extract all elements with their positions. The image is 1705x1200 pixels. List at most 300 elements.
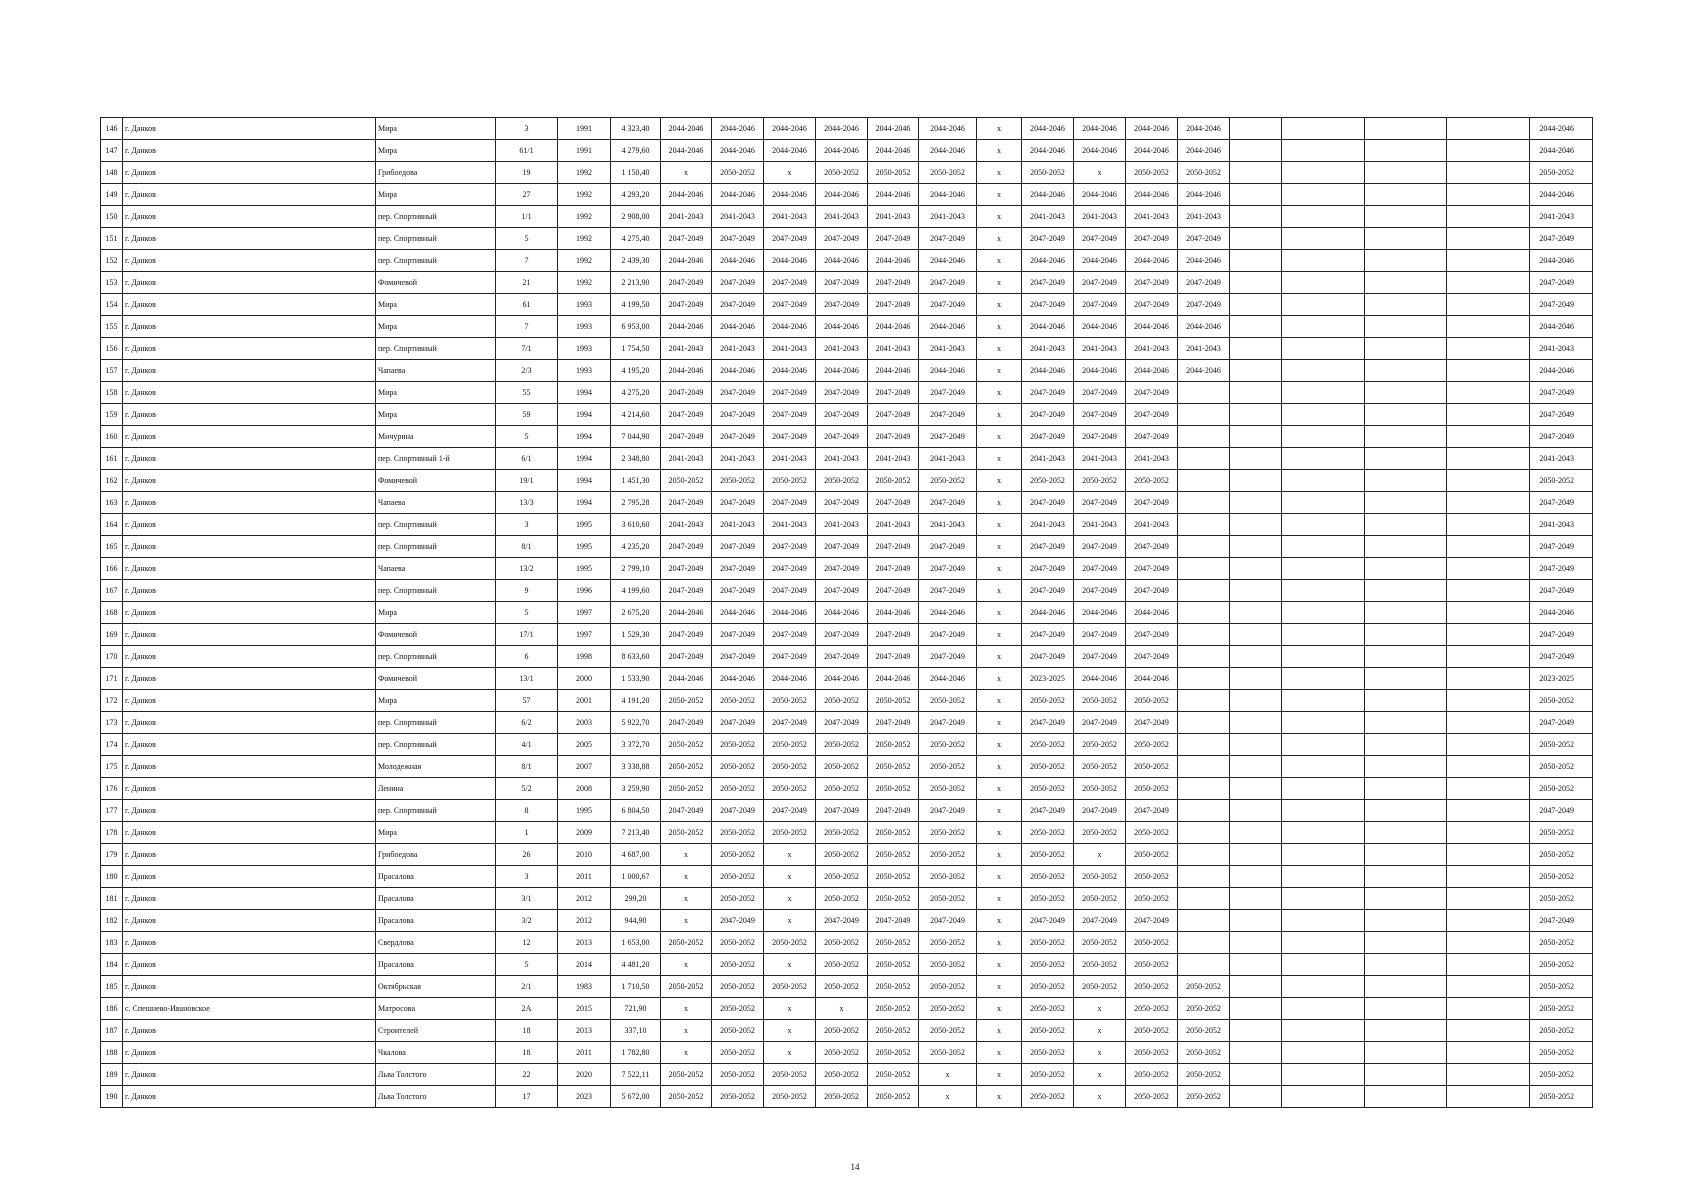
- repair-period-cell: [1178, 712, 1230, 734]
- repair-period-cell: 2041-2043: [764, 514, 816, 536]
- repair-period-cell: x: [977, 140, 1022, 162]
- area-cell: 4 195,20: [611, 360, 661, 382]
- repair-period-cell: 2047-2049: [1074, 294, 1126, 316]
- street-cell: Мира: [376, 316, 496, 338]
- repair-period-cell: 2050-2052: [1022, 844, 1074, 866]
- repair-period-cell: 2050-2052: [868, 998, 919, 1020]
- repair-period-cell: 2047-2049: [919, 536, 977, 558]
- locality-cell: г. Данков: [123, 1086, 376, 1108]
- repair-period-cell: [1282, 646, 1365, 668]
- year-cell: 1995: [558, 536, 611, 558]
- repair-period-cell: [1282, 888, 1365, 910]
- street-cell: Фомичевой: [376, 272, 496, 294]
- repair-period-cell: 2050-2052: [712, 1064, 764, 1086]
- repair-period-cell: [1447, 976, 1530, 998]
- repair-period-cell: x: [977, 272, 1022, 294]
- repair-period-cell: 2041-2043: [1022, 514, 1074, 536]
- repair-period-cell: x: [977, 536, 1022, 558]
- repair-period-cell: [1447, 844, 1530, 866]
- repair-period-cell: 2050-2052: [712, 1086, 764, 1108]
- year-cell: 2023: [558, 1086, 611, 1108]
- street-cell: Ленина: [376, 778, 496, 800]
- repair-period-cell: [1282, 1020, 1365, 1042]
- repair-period-cell: [1447, 536, 1530, 558]
- repair-period-cell: [1447, 998, 1530, 1020]
- repair-period-cell: [1447, 646, 1530, 668]
- repair-period-cell: 2041-2043: [712, 338, 764, 360]
- house-number-cell: 9: [496, 580, 558, 602]
- final-period-cell: 2050-2052: [1530, 1064, 1593, 1086]
- locality-cell: г. Данков: [123, 184, 376, 206]
- final-period-cell: 2047-2049: [1530, 272, 1593, 294]
- repair-period-cell: 2047-2049: [1126, 426, 1178, 448]
- repair-period-cell: [1365, 294, 1447, 316]
- table-row: [101, 448, 1593, 470]
- repair-period-cell: 2047-2049: [764, 624, 816, 646]
- repair-period-cell: x: [764, 1042, 816, 1064]
- final-period-cell: 2050-2052: [1530, 756, 1593, 778]
- repair-period-cell: 2047-2049: [868, 558, 919, 580]
- repair-period-cell: 2047-2049: [712, 426, 764, 448]
- area-cell: 5 672,00: [611, 1086, 661, 1108]
- repair-period-cell: 2044-2046: [712, 140, 764, 162]
- repair-period-cell: 2047-2049: [1126, 404, 1178, 426]
- house-number-cell: 61/1: [496, 140, 558, 162]
- repair-period-cell: [1230, 514, 1282, 536]
- table-row: [101, 580, 1593, 602]
- area-cell: 4 481,20: [611, 954, 661, 976]
- repair-period-cell: 2047-2049: [764, 536, 816, 558]
- repair-period-cell: [1230, 1064, 1282, 1086]
- repair-period-cell: 2050-2052: [1126, 844, 1178, 866]
- area-cell: 3 259,90: [611, 778, 661, 800]
- area-cell: 1 150,40: [611, 162, 661, 184]
- repair-period-cell: 2044-2046: [919, 250, 977, 272]
- repair-period-cell: 2050-2052: [1022, 470, 1074, 492]
- final-period-cell: 2050-2052: [1530, 1042, 1593, 1064]
- street-cell: Мира: [376, 404, 496, 426]
- repair-period-cell: 2041-2043: [816, 206, 868, 228]
- repair-period-cell: 2050-2052: [919, 866, 977, 888]
- repair-period-cell: [1230, 492, 1282, 514]
- repair-period-cell: [1230, 954, 1282, 976]
- repair-period-cell: 2041-2043: [919, 206, 977, 228]
- repair-period-cell: 2047-2049: [764, 712, 816, 734]
- repair-period-cell: 2050-2052: [712, 470, 764, 492]
- repair-period-cell: 2050-2052: [816, 1086, 868, 1108]
- street-cell: Прасалова: [376, 866, 496, 888]
- repair-period-cell: [1230, 866, 1282, 888]
- final-period-cell: 2023-2025: [1530, 668, 1593, 690]
- house-number-cell: 7/1: [496, 338, 558, 360]
- final-period-cell: 2047-2049: [1530, 624, 1593, 646]
- repair-period-cell: 2044-2046: [661, 360, 712, 382]
- repair-period-cell: 2044-2046: [1126, 360, 1178, 382]
- repair-period-cell: 2044-2046: [764, 140, 816, 162]
- repair-period-cell: 2050-2052: [868, 888, 919, 910]
- row-number-cell: 182: [101, 910, 123, 932]
- house-number-cell: 17: [496, 1086, 558, 1108]
- repair-period-cell: [1365, 558, 1447, 580]
- repair-period-cell: [1365, 338, 1447, 360]
- repair-period-cell: 2050-2052: [1022, 888, 1074, 910]
- repair-period-cell: 2047-2049: [868, 272, 919, 294]
- repair-period-cell: [1447, 580, 1530, 602]
- repair-period-cell: 2050-2052: [764, 778, 816, 800]
- table-row: [101, 800, 1593, 822]
- repair-period-cell: 2047-2049: [1074, 580, 1126, 602]
- repair-period-cell: 2050-2052: [1022, 954, 1074, 976]
- house-number-cell: 21: [496, 272, 558, 294]
- repair-period-cell: 2050-2052: [868, 1064, 919, 1086]
- house-number-cell: 55: [496, 382, 558, 404]
- repair-period-cell: 2050-2052: [816, 866, 868, 888]
- repair-period-cell: 2047-2049: [1074, 646, 1126, 668]
- repair-period-cell: 2047-2049: [1178, 228, 1230, 250]
- street-cell: Прасалова: [376, 888, 496, 910]
- repair-period-cell: x: [764, 888, 816, 910]
- repair-period-cell: [1447, 888, 1530, 910]
- repair-period-cell: 2050-2052: [712, 844, 764, 866]
- repair-period-cell: x: [977, 910, 1022, 932]
- repair-period-cell: [1447, 162, 1530, 184]
- repair-period-cell: 2044-2046: [1074, 140, 1126, 162]
- year-cell: 2009: [558, 822, 611, 844]
- repair-period-cell: 2047-2049: [816, 646, 868, 668]
- area-cell: 3 338,88: [611, 756, 661, 778]
- house-number-cell: 4/1: [496, 734, 558, 756]
- repair-period-cell: 2044-2046: [712, 118, 764, 140]
- repair-period-cell: 2047-2049: [1074, 272, 1126, 294]
- house-number-cell: 2/3: [496, 360, 558, 382]
- repair-period-cell: [1230, 668, 1282, 690]
- repair-period-cell: 2050-2052: [868, 932, 919, 954]
- repair-period-cell: [1365, 580, 1447, 602]
- repair-period-cell: [1230, 932, 1282, 954]
- repair-period-cell: 2050-2052: [1022, 976, 1074, 998]
- house-number-cell: 1/1: [496, 206, 558, 228]
- row-number-cell: 148: [101, 162, 123, 184]
- table-row: [101, 426, 1593, 448]
- repair-period-cell: 2044-2046: [919, 140, 977, 162]
- house-number-cell: 8: [496, 800, 558, 822]
- row-number-cell: 157: [101, 360, 123, 382]
- repair-period-cell: 2044-2046: [1126, 250, 1178, 272]
- area-cell: 337,10: [611, 1020, 661, 1042]
- final-period-cell: 2047-2049: [1530, 800, 1593, 822]
- repair-period-cell: 2044-2046: [1178, 118, 1230, 140]
- house-number-cell: 18: [496, 1020, 558, 1042]
- year-cell: 1992: [558, 206, 611, 228]
- repair-period-cell: 2050-2052: [1126, 998, 1178, 1020]
- year-cell: 1994: [558, 448, 611, 470]
- repair-period-cell: x: [977, 976, 1022, 998]
- repair-period-cell: 2044-2046: [919, 668, 977, 690]
- repair-period-cell: 2047-2049: [1022, 910, 1074, 932]
- repair-period-cell: 2044-2046: [712, 602, 764, 624]
- house-number-cell: 1: [496, 822, 558, 844]
- repair-period-cell: [1230, 162, 1282, 184]
- area-cell: 4 275,40: [611, 228, 661, 250]
- house-number-cell: 13/3: [496, 492, 558, 514]
- repair-period-cell: 2047-2049: [712, 536, 764, 558]
- final-period-cell: 2044-2046: [1530, 360, 1593, 382]
- repair-period-cell: 2050-2052: [661, 756, 712, 778]
- repair-period-cell: [1178, 690, 1230, 712]
- final-period-cell: 2047-2049: [1530, 492, 1593, 514]
- row-number-cell: 170: [101, 646, 123, 668]
- repair-period-cell: 2047-2049: [1022, 712, 1074, 734]
- repair-period-cell: [1230, 250, 1282, 272]
- repair-period-cell: 2047-2049: [1126, 712, 1178, 734]
- area-cell: 5 922,70: [611, 712, 661, 734]
- repair-period-cell: 2044-2046: [919, 602, 977, 624]
- repair-period-cell: [1282, 184, 1365, 206]
- repair-period-cell: 2047-2049: [1022, 272, 1074, 294]
- area-cell: 4 214,60: [611, 404, 661, 426]
- year-cell: 1994: [558, 492, 611, 514]
- street-cell: Мичурина: [376, 426, 496, 448]
- repair-period-cell: x: [977, 118, 1022, 140]
- street-cell: пер. Спортивный: [376, 536, 496, 558]
- locality-cell: г. Данков: [123, 888, 376, 910]
- repair-period-cell: [1230, 360, 1282, 382]
- repair-period-cell: 2044-2046: [816, 316, 868, 338]
- repair-period-cell: 2047-2049: [868, 536, 919, 558]
- repair-period-cell: [1365, 118, 1447, 140]
- repair-period-cell: 2050-2052: [712, 998, 764, 1020]
- table-row: [101, 1020, 1593, 1042]
- row-number-cell: 162: [101, 470, 123, 492]
- repair-period-cell: 2044-2046: [1126, 118, 1178, 140]
- repair-period-cell: [1282, 514, 1365, 536]
- repair-period-cell: x: [977, 690, 1022, 712]
- repair-period-cell: 2050-2052: [816, 1042, 868, 1064]
- repair-period-cell: [1282, 580, 1365, 602]
- repair-period-cell: 2044-2046: [868, 602, 919, 624]
- repair-period-cell: 2050-2052: [868, 1020, 919, 1042]
- repair-period-cell: [1282, 426, 1365, 448]
- repair-period-cell: 2047-2049: [919, 382, 977, 404]
- repair-period-cell: 2041-2043: [1022, 448, 1074, 470]
- repair-period-cell: 2047-2049: [661, 646, 712, 668]
- final-period-cell: 2044-2046: [1530, 250, 1593, 272]
- repair-period-cell: 2047-2049: [816, 294, 868, 316]
- repair-period-cell: 2047-2049: [1074, 910, 1126, 932]
- repair-period-cell: 2047-2049: [712, 558, 764, 580]
- repair-period-cell: 2041-2043: [1126, 514, 1178, 536]
- repair-period-cell: 2050-2052: [764, 1086, 816, 1108]
- street-cell: Матросова: [376, 998, 496, 1020]
- year-cell: 2005: [558, 734, 611, 756]
- final-period-cell: 2044-2046: [1530, 140, 1593, 162]
- repair-period-cell: 2047-2049: [919, 492, 977, 514]
- repair-period-cell: [1282, 250, 1365, 272]
- area-cell: 1 710,50: [611, 976, 661, 998]
- repair-period-cell: 2050-2052: [816, 690, 868, 712]
- repair-period-cell: x: [977, 228, 1022, 250]
- repair-period-cell: 2047-2049: [1178, 272, 1230, 294]
- repair-period-cell: 2047-2049: [764, 646, 816, 668]
- repair-period-cell: [1230, 756, 1282, 778]
- repair-period-cell: x: [1074, 1042, 1126, 1064]
- repair-period-cell: x: [977, 712, 1022, 734]
- repair-period-cell: [1447, 140, 1530, 162]
- repair-period-cell: [1178, 756, 1230, 778]
- locality-cell: г. Данков: [123, 250, 376, 272]
- repair-period-cell: x: [661, 888, 712, 910]
- repair-period-cell: x: [764, 866, 816, 888]
- repair-period-cell: 2050-2052: [816, 976, 868, 998]
- repair-period-cell: [1365, 1086, 1447, 1108]
- repair-period-cell: 2050-2052: [1126, 162, 1178, 184]
- repair-period-cell: [1282, 294, 1365, 316]
- year-cell: 1992: [558, 272, 611, 294]
- locality-cell: г. Данков: [123, 712, 376, 734]
- repair-period-cell: 2047-2049: [868, 294, 919, 316]
- repair-period-cell: 2044-2046: [1126, 316, 1178, 338]
- repair-period-cell: x: [661, 866, 712, 888]
- repair-period-cell: 2047-2049: [868, 624, 919, 646]
- locality-cell: г. Данков: [123, 932, 376, 954]
- repair-period-cell: 2047-2049: [919, 426, 977, 448]
- area-cell: 4 199,60: [611, 580, 661, 602]
- house-number-cell: 5: [496, 954, 558, 976]
- locality-cell: г. Данков: [123, 118, 376, 140]
- repair-period-cell: 2050-2052: [868, 1086, 919, 1108]
- row-number-cell: 149: [101, 184, 123, 206]
- repair-period-cell: [1282, 404, 1365, 426]
- repair-period-cell: [1230, 558, 1282, 580]
- row-number-cell: 146: [101, 118, 123, 140]
- street-cell: Чапаева: [376, 492, 496, 514]
- row-number-cell: 186: [101, 998, 123, 1020]
- repair-period-cell: 2050-2052: [1022, 734, 1074, 756]
- year-cell: 1992: [558, 184, 611, 206]
- repair-period-cell: [1282, 228, 1365, 250]
- locality-cell: г. Данков: [123, 426, 376, 448]
- repair-period-cell: x: [977, 360, 1022, 382]
- repair-period-cell: x: [977, 162, 1022, 184]
- repair-period-cell: 2047-2049: [712, 624, 764, 646]
- repair-period-cell: [1365, 690, 1447, 712]
- repair-period-cell: [1365, 910, 1447, 932]
- locality-cell: г. Данков: [123, 294, 376, 316]
- row-number-cell: 163: [101, 492, 123, 514]
- repair-period-cell: 2050-2052: [712, 866, 764, 888]
- repair-period-cell: 2047-2049: [1022, 580, 1074, 602]
- repair-period-cell: 2044-2046: [712, 184, 764, 206]
- repair-period-cell: [1230, 998, 1282, 1020]
- repair-period-cell: 2047-2049: [712, 382, 764, 404]
- repair-period-cell: 2050-2052: [764, 932, 816, 954]
- row-number-cell: 155: [101, 316, 123, 338]
- repair-period-cell: 2047-2049: [712, 404, 764, 426]
- house-number-cell: 3: [496, 866, 558, 888]
- house-number-cell: 3/2: [496, 910, 558, 932]
- repair-period-cell: 2050-2052: [712, 756, 764, 778]
- repair-period-cell: [1178, 910, 1230, 932]
- repair-period-cell: 2047-2049: [868, 646, 919, 668]
- repair-period-cell: 2047-2049: [712, 712, 764, 734]
- repair-period-cell: 2050-2052: [919, 470, 977, 492]
- repair-period-cell: 2047-2049: [816, 624, 868, 646]
- repair-period-cell: x: [977, 294, 1022, 316]
- repair-period-cell: [1282, 712, 1365, 734]
- table-row: [101, 404, 1593, 426]
- repair-period-cell: x: [661, 1042, 712, 1064]
- repair-period-cell: x: [977, 624, 1022, 646]
- repair-period-cell: [1178, 800, 1230, 822]
- street-cell: Строителей: [376, 1020, 496, 1042]
- repair-period-cell: 2047-2049: [1126, 536, 1178, 558]
- repair-period-cell: x: [977, 998, 1022, 1020]
- repair-period-cell: [1365, 866, 1447, 888]
- repair-period-cell: [1178, 514, 1230, 536]
- repair-period-cell: 2047-2049: [1022, 558, 1074, 580]
- repair-period-cell: 2044-2046: [661, 602, 712, 624]
- repair-period-cell: 2041-2043: [919, 338, 977, 360]
- repair-period-cell: 2047-2049: [1022, 492, 1074, 514]
- repair-period-cell: [1178, 602, 1230, 624]
- repair-period-cell: 2044-2046: [661, 184, 712, 206]
- repair-period-cell: [1282, 1086, 1365, 1108]
- repair-period-cell: 2047-2049: [1074, 492, 1126, 514]
- repair-period-cell: [1447, 316, 1530, 338]
- repair-period-cell: [1447, 184, 1530, 206]
- repair-period-cell: [1365, 1064, 1447, 1086]
- repair-period-cell: 2041-2043: [1178, 338, 1230, 360]
- repair-period-cell: x: [977, 470, 1022, 492]
- row-number-cell: 161: [101, 448, 123, 470]
- repair-period-cell: 2050-2052: [868, 866, 919, 888]
- row-number-cell: 181: [101, 888, 123, 910]
- final-period-cell: 2050-2052: [1530, 470, 1593, 492]
- repair-period-cell: [1365, 668, 1447, 690]
- repair-period-cell: [1282, 690, 1365, 712]
- repair-period-cell: [1282, 470, 1365, 492]
- repair-period-cell: [1230, 580, 1282, 602]
- repair-period-cell: 2041-2043: [1022, 206, 1074, 228]
- repair-period-cell: 2050-2052: [816, 1064, 868, 1086]
- final-period-cell: 2050-2052: [1530, 778, 1593, 800]
- street-cell: пер. Спортивный: [376, 338, 496, 360]
- street-cell: Льва Толстого: [376, 1086, 496, 1108]
- repair-period-cell: x: [764, 954, 816, 976]
- repair-period-cell: [1447, 1042, 1530, 1064]
- repair-period-cell: [1365, 932, 1447, 954]
- repair-period-cell: 2044-2046: [1178, 250, 1230, 272]
- repair-period-cell: [1230, 910, 1282, 932]
- repair-period-cell: [1365, 316, 1447, 338]
- repair-period-cell: 2044-2046: [919, 316, 977, 338]
- row-number-cell: 179: [101, 844, 123, 866]
- repair-period-cell: [1447, 756, 1530, 778]
- table-row: [101, 976, 1593, 998]
- repair-period-cell: 2050-2052: [1126, 1042, 1178, 1064]
- repair-period-cell: x: [661, 954, 712, 976]
- repair-period-cell: 2047-2049: [1022, 426, 1074, 448]
- repair-period-cell: 2050-2052: [1074, 888, 1126, 910]
- repair-period-cell: 2047-2049: [712, 272, 764, 294]
- repair-period-cell: 2041-2043: [868, 206, 919, 228]
- repair-period-cell: 2050-2052: [1074, 954, 1126, 976]
- repair-period-cell: 2047-2049: [661, 492, 712, 514]
- repair-period-cell: 2050-2052: [1126, 734, 1178, 756]
- house-number-cell: 6/1: [496, 448, 558, 470]
- year-cell: 2013: [558, 932, 611, 954]
- repair-period-cell: 2047-2049: [919, 404, 977, 426]
